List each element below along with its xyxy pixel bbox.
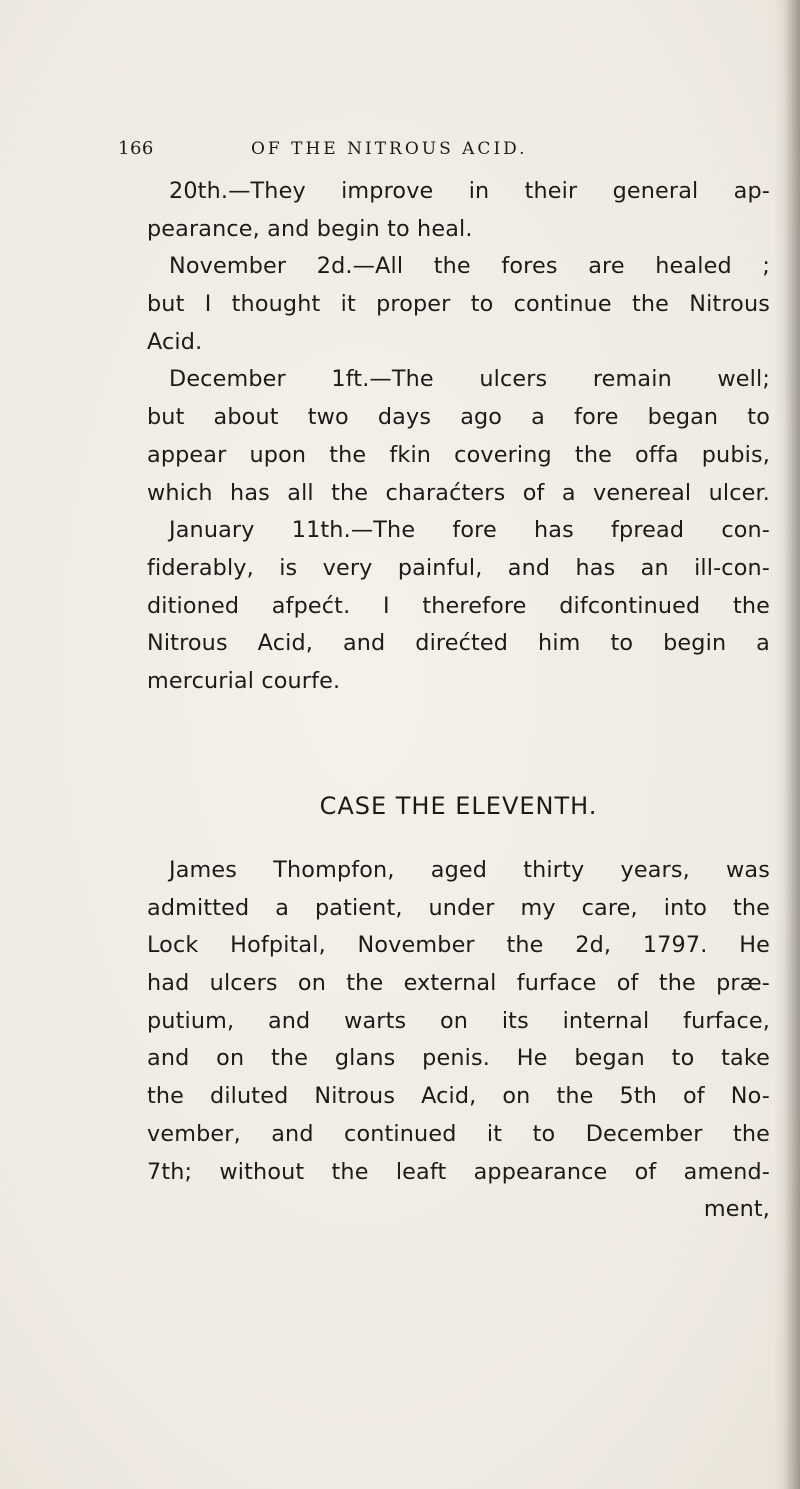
text-line: the diluted Nitrous Acid, on the 5th of No- xyxy=(147,1083,770,1110)
text-line: pearance, and begin to heal. xyxy=(147,215,473,242)
text-line: vember, and continued it to December the xyxy=(147,1120,770,1147)
text-line: November 2d.—All the fores are healed ; xyxy=(169,253,770,280)
text-line: mercurial courfe. xyxy=(147,667,341,694)
text-line: Lock Hofpital, November the 2d, 1797. He xyxy=(147,932,770,959)
page-edge-shadow xyxy=(774,0,800,1489)
text-line: fiderably, is very painful, and has an ill-con- xyxy=(147,554,770,581)
text-line: had ulcers on the external furface of the præ- xyxy=(147,970,770,997)
text-line: James Thompfon, aged thirty years, was xyxy=(169,857,770,883)
text-line: but I thought it proper to continue the Nitrous xyxy=(147,291,770,318)
running-head: OF THE NITROUS ACID. xyxy=(251,139,528,159)
text-line: admitted a patient, under my care, into the xyxy=(147,894,770,921)
text-line: and on the glans penis. He began to take xyxy=(147,1045,770,1072)
page-number: 166 xyxy=(118,138,154,159)
text-line: January 11th.—The fore has fpread con- xyxy=(169,517,770,544)
page-header xyxy=(118,138,768,168)
text-line: putium, and warts on its internal furface, xyxy=(147,1007,770,1034)
text-line: December 1ft.—The ulcers remain well; xyxy=(169,366,770,393)
text-line: which has all the charaćters of a venereal ulcer. xyxy=(147,479,770,506)
case-heading: CASE THE ELEVENTH. xyxy=(319,792,598,820)
text-line: ditioned afpećt. I therefore difcontinued the xyxy=(147,592,770,619)
text-line: but about two days ago a fore began to xyxy=(147,404,770,431)
text-line: 20th.—They improve in their general ap- xyxy=(169,178,770,204)
body-text-before xyxy=(147,173,770,701)
text-line: appear upon the fkin covering the offa pubis, xyxy=(147,441,770,468)
text-line: Nitrous Acid, and direćted him to begin a xyxy=(147,630,770,657)
body-text-after xyxy=(147,852,770,1229)
text-line: ment, xyxy=(703,1196,770,1223)
text-line: Acid. xyxy=(147,328,203,355)
text-line: 7th; without the leaft appearance of amend- xyxy=(147,1158,770,1185)
